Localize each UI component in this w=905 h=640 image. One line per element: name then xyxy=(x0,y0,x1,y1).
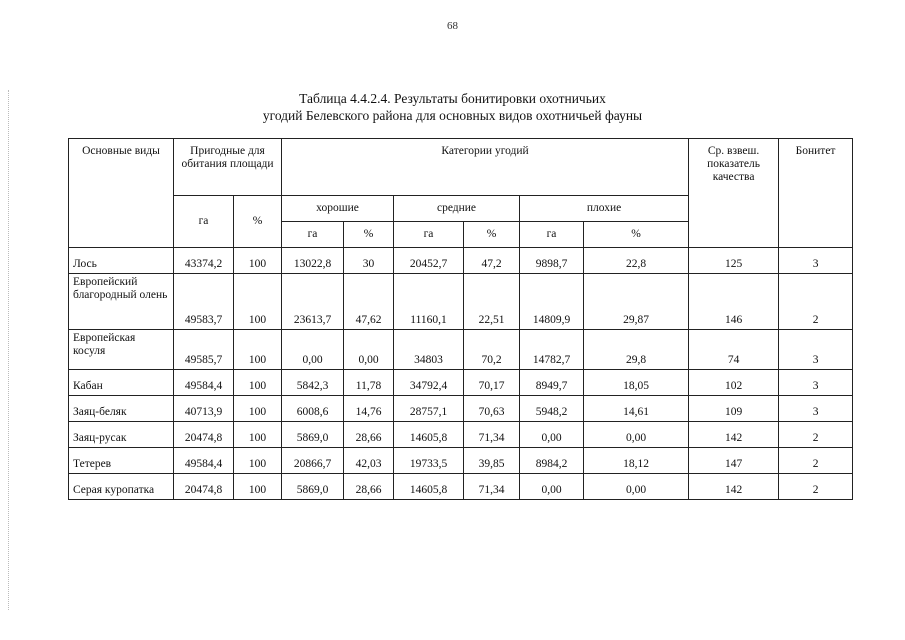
medium-ha-cell: 28757,1 xyxy=(394,396,464,422)
medium-ha-cell: 20452,7 xyxy=(394,248,464,274)
bad-pct-cell: 22,8 xyxy=(584,248,689,274)
area-pct-cell: 100 xyxy=(234,396,282,422)
table-caption xyxy=(0,90,905,124)
header-bad-pct: % xyxy=(584,222,689,248)
bad-pct-cell: 29,87 xyxy=(584,274,689,330)
bad-ha-cell: 0,00 xyxy=(520,474,584,500)
bonitet-table xyxy=(68,138,853,500)
bad-pct-cell: 14,61 xyxy=(584,396,689,422)
header-good-pct: % xyxy=(344,222,394,248)
table-caption-line-1: Таблица 4.4.2.4. Результаты бонитировки охотничьих xyxy=(299,91,606,106)
bonitet-cell: 2 xyxy=(779,448,853,474)
good-pct-cell: 47,62 xyxy=(344,274,394,330)
header-quality-index: Ср. взвеш. показатель качества xyxy=(689,139,779,248)
table-caption-line-2: угодий Белевского района для основных видов охотничьей фауны xyxy=(262,108,643,123)
table-row xyxy=(69,448,853,474)
good-pct-cell: 42,03 xyxy=(344,448,394,474)
good-ha-cell: 23613,7 xyxy=(282,274,344,330)
good-pct-cell: 0,00 xyxy=(344,330,394,370)
medium-pct-cell: 39,85 xyxy=(464,448,520,474)
bad-ha-cell: 5948,2 xyxy=(520,396,584,422)
good-ha-cell: 0,00 xyxy=(282,330,344,370)
quality-cell: 146 xyxy=(689,274,779,330)
quality-cell: 147 xyxy=(689,448,779,474)
medium-ha-cell: 19733,5 xyxy=(394,448,464,474)
species-cell: Серая куропатка xyxy=(69,474,174,500)
quality-cell: 74 xyxy=(689,330,779,370)
bad-ha-cell: 9898,7 xyxy=(520,248,584,274)
binding-margin-marks xyxy=(8,90,10,610)
page-number: 68 xyxy=(447,20,458,32)
bad-ha-cell: 14782,7 xyxy=(520,330,584,370)
area-pct-cell: 100 xyxy=(234,370,282,396)
header-area-ha: га xyxy=(174,196,234,248)
area-ha-cell: 20474,8 xyxy=(174,474,234,500)
medium-ha-cell: 14605,8 xyxy=(394,422,464,448)
header-bonitet: Бонитет xyxy=(779,139,853,248)
medium-pct-cell: 71,34 xyxy=(464,474,520,500)
table-row xyxy=(69,370,853,396)
species-cell: Европейский благородный олень xyxy=(69,274,174,330)
good-ha-cell: 5869,0 xyxy=(282,422,344,448)
header-medium: средние xyxy=(394,196,520,222)
table-row xyxy=(69,330,853,370)
bad-pct-cell: 0,00 xyxy=(584,474,689,500)
area-ha-cell: 49585,7 xyxy=(174,330,234,370)
quality-cell: 125 xyxy=(689,248,779,274)
table-row xyxy=(69,422,853,448)
species-cell: Кабан xyxy=(69,370,174,396)
bonitet-cell: 3 xyxy=(779,248,853,274)
species-cell: Тетерев xyxy=(69,448,174,474)
bad-ha-cell: 0,00 xyxy=(520,422,584,448)
good-ha-cell: 5842,3 xyxy=(282,370,344,396)
header-row-1 xyxy=(69,139,853,196)
area-pct-cell: 100 xyxy=(234,448,282,474)
medium-ha-cell: 14605,8 xyxy=(394,474,464,500)
area-ha-cell: 20474,8 xyxy=(174,422,234,448)
header-species: Основные виды xyxy=(69,139,174,248)
quality-cell: 142 xyxy=(689,422,779,448)
area-ha-cell: 49583,7 xyxy=(174,274,234,330)
table-row xyxy=(69,248,853,274)
good-ha-cell: 5869,0 xyxy=(282,474,344,500)
table-row xyxy=(69,474,853,500)
header-medium-pct: % xyxy=(464,222,520,248)
area-pct-cell: 100 xyxy=(234,274,282,330)
bad-pct-cell: 0,00 xyxy=(584,422,689,448)
good-ha-cell: 6008,6 xyxy=(282,396,344,422)
header-area-pct: % xyxy=(234,196,282,248)
bonitet-cell: 2 xyxy=(779,474,853,500)
good-ha-cell: 13022,8 xyxy=(282,248,344,274)
bad-pct-cell: 18,05 xyxy=(584,370,689,396)
area-ha-cell: 49584,4 xyxy=(174,370,234,396)
species-cell: Заяц-русак xyxy=(69,422,174,448)
area-ha-cell: 49584,4 xyxy=(174,448,234,474)
bad-pct-cell: 18,12 xyxy=(584,448,689,474)
bad-pct-cell: 29,8 xyxy=(584,330,689,370)
species-cell: Европейская косуля xyxy=(69,330,174,370)
area-pct-cell: 100 xyxy=(234,330,282,370)
medium-pct-cell: 70,63 xyxy=(464,396,520,422)
medium-ha-cell: 11160,1 xyxy=(394,274,464,330)
medium-pct-cell: 71,34 xyxy=(464,422,520,448)
bonitet-cell: 3 xyxy=(779,370,853,396)
medium-ha-cell: 34803 xyxy=(394,330,464,370)
bad-ha-cell: 8984,2 xyxy=(520,448,584,474)
header-medium-ha: га xyxy=(394,222,464,248)
area-pct-cell: 100 xyxy=(234,248,282,274)
good-pct-cell: 28,66 xyxy=(344,474,394,500)
quality-cell: 142 xyxy=(689,474,779,500)
quality-cell: 109 xyxy=(689,396,779,422)
quality-cell: 102 xyxy=(689,370,779,396)
table-row xyxy=(69,396,853,422)
species-cell: Лось xyxy=(69,248,174,274)
header-suitable-area: Пригодные для обитания площади xyxy=(174,139,282,196)
header-categories: Категории угодий xyxy=(282,139,689,196)
medium-ha-cell: 34792,4 xyxy=(394,370,464,396)
area-ha-cell: 43374,2 xyxy=(174,248,234,274)
bad-ha-cell: 8949,7 xyxy=(520,370,584,396)
good-pct-cell: 14,76 xyxy=(344,396,394,422)
header-good-ha: га xyxy=(282,222,344,248)
bonitet-cell: 3 xyxy=(779,396,853,422)
species-cell: Заяц-беляк xyxy=(69,396,174,422)
medium-pct-cell: 47,2 xyxy=(464,248,520,274)
area-ha-cell: 40713,9 xyxy=(174,396,234,422)
header-good: хорошие xyxy=(282,196,394,222)
bonitet-cell: 2 xyxy=(779,422,853,448)
header-bad-ha: га xyxy=(520,222,584,248)
area-pct-cell: 100 xyxy=(234,422,282,448)
table-row xyxy=(69,274,853,330)
medium-pct-cell: 70,17 xyxy=(464,370,520,396)
good-pct-cell: 30 xyxy=(344,248,394,274)
area-pct-cell: 100 xyxy=(234,474,282,500)
medium-pct-cell: 70,2 xyxy=(464,330,520,370)
bonitet-cell: 3 xyxy=(779,330,853,370)
bonitet-cell: 2 xyxy=(779,274,853,330)
good-pct-cell: 28,66 xyxy=(344,422,394,448)
good-pct-cell: 11,78 xyxy=(344,370,394,396)
bad-ha-cell: 14809,9 xyxy=(520,274,584,330)
good-ha-cell: 20866,7 xyxy=(282,448,344,474)
medium-pct-cell: 22,51 xyxy=(464,274,520,330)
header-bad: плохие xyxy=(520,196,689,222)
